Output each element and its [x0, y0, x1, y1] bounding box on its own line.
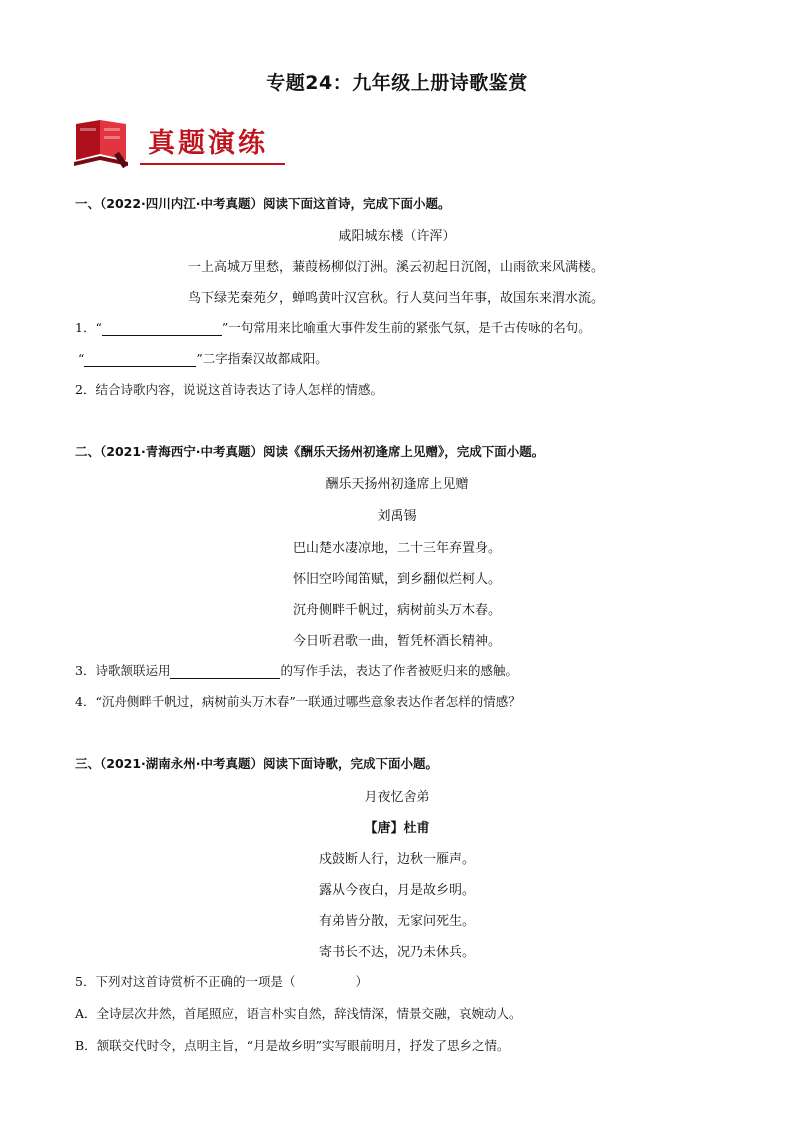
section2-poem-line: 沉舟侧畔千帆过，病树前头万木春。 — [292, 603, 501, 618]
q1-answer-blank[interactable] — [102, 321, 222, 336]
question-3 — [75, 661, 518, 679]
q1-suffix: ”一句常用来比喻重大事件发生前的紧张气氛，是千古传咏的名句。 — [221, 320, 591, 335]
q1b-answer-blank[interactable] — [84, 352, 196, 367]
question-1 — [75, 318, 591, 336]
q1b-prefix: “ — [78, 351, 85, 366]
q5-suffix: ） — [355, 974, 368, 989]
section2-author: 刘禹锡 — [377, 509, 417, 524]
section1-poem-line: 一上高城万里愁，蒹葭杨柳似汀洲。溪云初起日沉阁，山雨欲来风满楼。 — [188, 260, 605, 275]
banner-underline — [140, 163, 285, 165]
question-5 — [75, 972, 368, 990]
q3-suffix: 的写作手法，表达了作者被贬归来的感触。 — [280, 663, 518, 678]
q3-prefix: 3．诗歌颔联运用 — [75, 663, 171, 678]
section1-header: 一、（2022·四川内江·中考真题）阅读下面这首诗，完成下面小题。 — [75, 196, 451, 211]
section2-poem-line: 巴山楚水凄凉地，二十三年弃置身。 — [292, 541, 501, 556]
section3-poem-line: 有弟皆分散，无家问死生。 — [318, 914, 475, 929]
section2-poem-title: 酬乐天扬州初逢席上见赠 — [325, 477, 469, 492]
section1-poem-title: 咸阳城东楼（许浑） — [338, 229, 456, 244]
option-b: B．颔联交代时令，点明主旨，“月是故乡明”实写眼前明月，抒发了思乡之情。 — [75, 1038, 510, 1053]
section1-poem-line: 鸟下绿芜秦苑夕，蝉鸣黄叶汉宫秋。行人莫问当年事，故国东来渭水流。 — [188, 291, 605, 306]
q1-prefix: 1．“ — [75, 320, 102, 335]
section3-poem-title: 月夜忆舍弟 — [364, 790, 430, 805]
banner-label: 真题演练 — [148, 128, 268, 159]
q3-answer-blank[interactable] — [170, 664, 280, 679]
section2-header: 二、（2021·青海西宁·中考真题）阅读《酬乐天扬州初逢席上见赠》，完成下面小题。 — [75, 444, 545, 459]
page-title: 专题24：九年级上册诗歌鉴赏 — [266, 72, 528, 94]
section3-poem-line: 戍鼓断人行，边秋一雁声。 — [318, 852, 475, 867]
section3-poem-line: 寄书长不达，况乃未休兵。 — [318, 945, 475, 960]
section3-header: 三、（2021·湖南永州·中考真题）阅读下面诗歌，完成下面小题。 — [75, 756, 439, 771]
section2-poem-line: 今日听君歌一曲，暂凭杯酒长精神。 — [292, 634, 501, 649]
section2-poem-line: 怀旧空吟闻笛赋，到乡翻似烂柯人。 — [292, 572, 501, 587]
q5-prefix: 5．下列对这首诗赏析不正确的一项是（ — [75, 974, 296, 989]
option-a: A．全诗层次井然，首尾照应，语言朴实自然，辞浅情深，情景交融，哀婉动人。 — [75, 1006, 522, 1021]
question-2: 2．结合诗歌内容，说说这首诗表达了诗人怎样的情感。 — [75, 382, 383, 397]
section3-poem-line: 露从今夜白，月是故乡明。 — [318, 883, 475, 898]
question-4: 4．“沉舟侧畔千帆过，病树前头万木春”一联通过哪些意象表达作者怎样的情感？ — [75, 694, 521, 709]
section3-author: 【唐】杜甫 — [364, 821, 430, 836]
q1b-suffix: ”二字指秦汉故都咸阳。 — [196, 351, 328, 366]
question-1b — [78, 349, 328, 367]
